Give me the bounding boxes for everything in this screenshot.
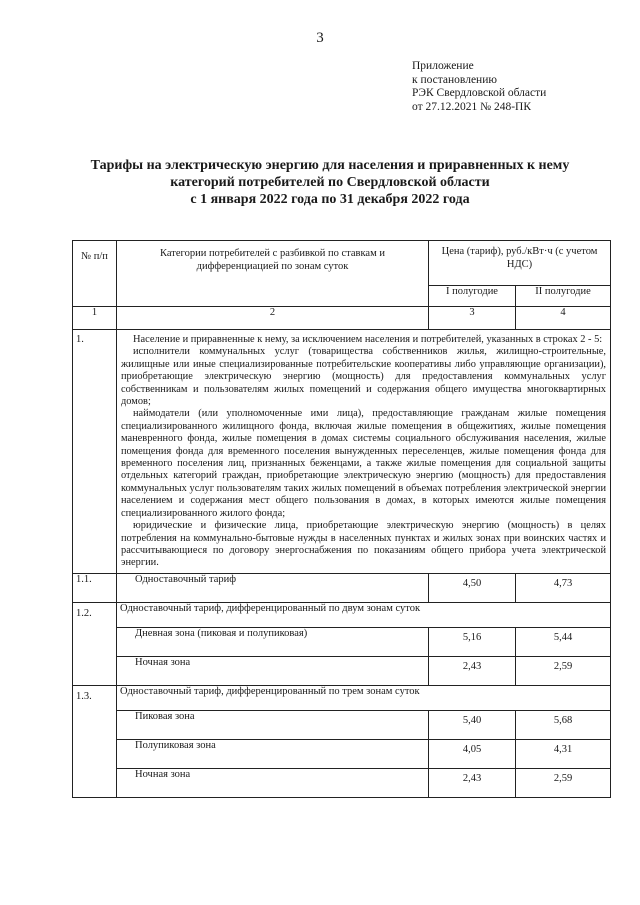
column-number: 3 [429, 307, 516, 330]
header-num: № п/п [73, 241, 117, 307]
description-paragraph: наймодатели (или уполномоченные ими лица), предоставляющие гражданам жилые помещения специализированного жилищного фонда, включая жилые помещения в общежитиях, жилые помещения маневренного фонда, жилые помещения в домах системы социального обслуживания населения, жилые помещения фонда для временного поселения вынужденных переселенцев, жилые помещения фонда для временного поселения лиц, признанных беженцами, а также жилые помещения для социальной защиты отдельных категорий граждан, приобретающие электрическую энергию (мощность) для предоставления коммунальных услуг пользователям таких жилых помещений в объемах потребления электрической энергии населением и содержания мест общего пользования в домах, в которых имеются жилые помещения специализированного жилого фонда; [121, 408, 607, 519]
value-half1: 5,16 [429, 627, 516, 656]
value-half2: 2,59 [516, 656, 611, 685]
tariff-table [72, 240, 611, 798]
value-half1: 2,43 [429, 768, 516, 797]
value-half2: 4,31 [516, 739, 611, 768]
appendix-line: от 27.12.2021 № 248-ПК [412, 100, 532, 113]
column-number: 4 [516, 307, 611, 330]
row-number: 1.1. [73, 573, 117, 602]
table-row [73, 602, 611, 627]
row-number: 1.2. [73, 602, 117, 685]
row-label: Одноставочный тариф, дифференцированный по трем зонам суток [117, 685, 611, 710]
row-label: Полупиковая зона [117, 739, 429, 768]
appendix-line: к постановлению [412, 73, 497, 86]
table-header-row [73, 241, 611, 286]
row-number: 1. [73, 330, 117, 574]
value-half1: 4,05 [429, 739, 516, 768]
row-label: Ночная зона [117, 656, 429, 685]
section-1-row [73, 330, 611, 574]
row-label: Дневная зона (пиковая и полупиковая) [117, 627, 429, 656]
row-label: Ночная зона [117, 768, 429, 797]
header-half1: I полугодие [429, 286, 516, 307]
value-half1: 4,50 [429, 573, 516, 602]
value-half2: 2,59 [516, 768, 611, 797]
column-numbers-row [73, 307, 611, 330]
description-paragraph: юридические и физические лица, приобретающие электрическую энергию (мощность) в целях потребления на коммунально-бытовые нужды в населенных пунктах и жилых зонах при воинских частях и рассчитывающиеся по договору энергоснабжения по показаниям общего прибора учета электрической энергии. [121, 520, 607, 569]
header-price: Цена (тариф), руб./кВт·ч (с учетом НДС) [429, 241, 611, 286]
table-row [73, 739, 611, 768]
description-paragraph: Население и приравненные к нему, за исключением населения и потребителей, указанных в строках 2 - 5: [133, 334, 603, 345]
page-number: 3 [316, 30, 324, 46]
table-row [73, 710, 611, 739]
row-label: Одноставочный тариф [117, 573, 429, 602]
table-row [73, 685, 611, 710]
description-paragraph: исполнители коммунальных услуг (товарищества собственников жилья, жилищно-строительные, жилищные или иные специализированные потребительские кооперативы либо управляющие организации), приобретающие электрическую энергию (мощность) для предоставления коммунальных услуг собственникам и пользователям жилых помещений и содержания общего имущества многоквартирных домов; [121, 346, 607, 408]
row-label: Одноставочный тариф, дифференцированный по двум зонам суток [117, 602, 611, 627]
value-half1: 2,43 [429, 656, 516, 685]
table-row [73, 573, 611, 602]
document-title [60, 157, 600, 208]
value-half2: 5,44 [516, 627, 611, 656]
title-line: Тарифы на электрическую энергию для населения и приравненных к нему [90, 158, 570, 173]
title-line: с 1 января 2022 года по 31 декабря 2022 года [190, 192, 470, 207]
table-row [73, 768, 611, 797]
column-number: 1 [73, 307, 117, 330]
value-half2: 5,68 [516, 710, 611, 739]
table-row [73, 656, 611, 685]
title-line: категорий потребителей по Свердловской области [170, 175, 490, 190]
value-half1: 5,40 [429, 710, 516, 739]
appendix-note [412, 60, 546, 114]
appendix-line: Приложение [412, 60, 474, 72]
table-row [73, 627, 611, 656]
header-half2: II полугодие [516, 286, 611, 307]
row-label: Пиковая зона [117, 710, 429, 739]
row-number: 1.3. [73, 685, 117, 797]
header-category: Категории потребителей с разбивкой по ставкам и дифференциацией по зонам суток [117, 241, 429, 307]
column-number: 2 [117, 307, 429, 330]
section-1-description [117, 330, 611, 574]
appendix-line: РЭК Свердловской области [412, 87, 547, 99]
value-half2: 4,73 [516, 573, 611, 602]
